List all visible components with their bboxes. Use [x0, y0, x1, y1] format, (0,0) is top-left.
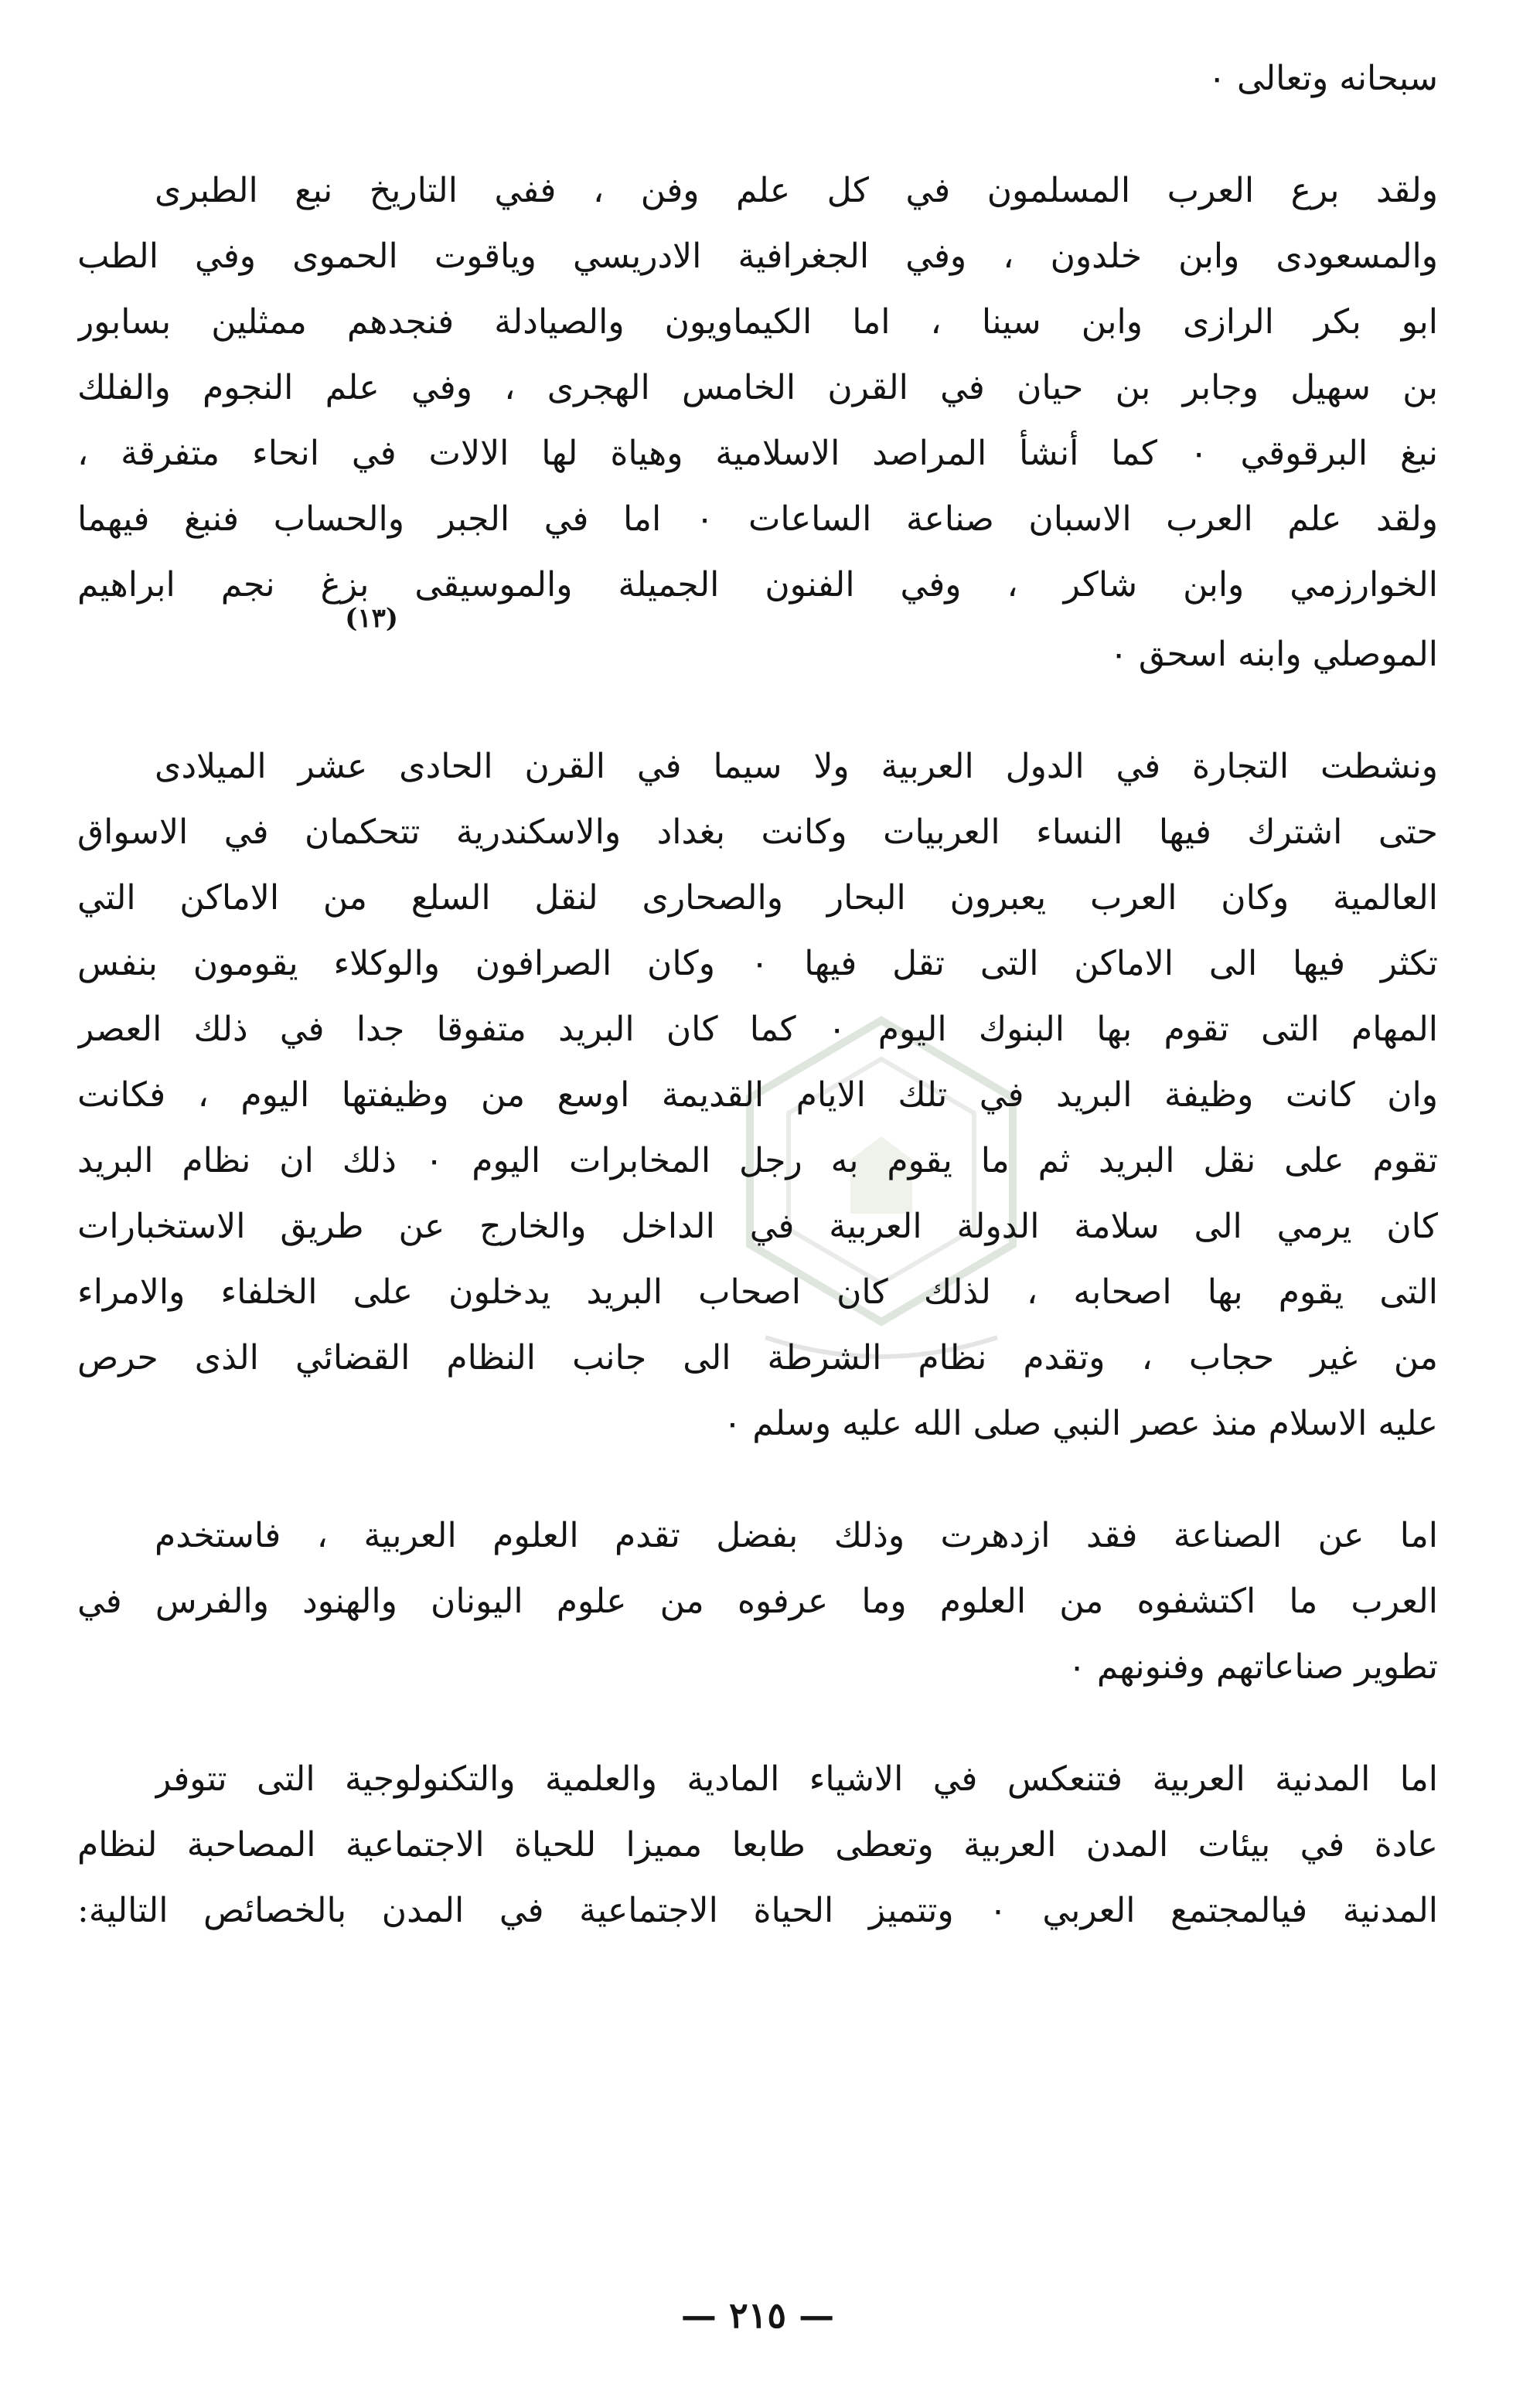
text-line: ولقد برع العرب المسلمون في كل علم وفن ، ففي التاريخ نبع الطبرى	[155, 171, 1438, 210]
text-line: الموصلي وابنه اسحق ٠	[1109, 635, 1438, 674]
text-line: من غير حجاب ، وتقدم نظام الشرطة الى جانب النظام القضائي الذى حرص	[77, 1338, 1438, 1378]
text-line: التى يقوم بها اصحابه ، لذلك كان اصحاب البريد يدخلون على الخلفاء والامراء	[77, 1272, 1438, 1312]
footnote-reference: (١٣)	[345, 603, 398, 634]
text-line: ولقد علم العرب الاسبان صناعة الساعات ٠ اما في الجبر والحساب فنبغ فيهما	[77, 499, 1438, 539]
text-line: حتى اشترك فيها النساء العربيات وكانت بغداد والاسكندرية تتحكمان في الاسواق	[77, 812, 1438, 852]
text-line: العالمية وكان العرب يعبرون البحار والصحارى لنقل السلع من الاماكن التي	[77, 878, 1438, 918]
text-line: والمسعودى وابن خلدون ، وفي الجغرافية الادريسي وياقوت الحموى وفي الطب	[77, 237, 1438, 276]
book-page	[77, 46, 1438, 2335]
text-line: سبحانه وتعالى ٠	[1208, 59, 1438, 98]
text-line: نبغ البرقوقي ٠ كما أنشأ المراصد الاسلامية وهياة لها الالات في انحاء متفرقة ،	[77, 434, 1438, 473]
text-line: الخوارزمي وابن شاكر ، وفي الفنون الجميلة والموسيقى بزغ نجم ابراهيم	[77, 565, 1438, 605]
text-line: بن سهيل وجابر بن حيان في القرن الخامس الهجرى ، وفي علم النجوم والفلك	[77, 368, 1438, 407]
text-line: المدنية فيالمجتمع العربي ٠ وتتميز الحياة الاجتماعية في المدن بالخصائص التالية:	[77, 1891, 1438, 1930]
text-line: عليه الاسلام منذ عصر النبي صلى الله عليه وسلم ٠	[723, 1404, 1438, 1443]
text-line: كان يرمي الى سلامة الدولة العربية في الداخل والخارج عن طريق الاستخبارات	[77, 1207, 1438, 1246]
text-line: تطوير صناعاتهم وفنونهم ٠	[1068, 1647, 1438, 1687]
text-line: اما المدنية العربية فتنعكس في الاشياء المادية والعلمية والتكنولوجية التى تتوفر	[155, 1759, 1438, 1799]
text-line: العرب ما اكتشفوه من العلوم وما عرفوه من علوم اليونان والهنود والفرس في	[77, 1582, 1438, 1621]
text-line: تكثر فيها الى الاماكن التى تقل فيها ٠ وكان الصرافون والوكلاء يقومون بنفس	[77, 944, 1438, 983]
text-line: ابو بكر الرازى وابن سينا ، اما الكيماويون والصيادلة فنجدهم ممثلين بسابور	[77, 302, 1438, 342]
text-line: وان كانت وظيفة البريد في تلك الايام القديمة اوسع من وظيفتها اليوم ، فكانت	[77, 1075, 1438, 1115]
text-line: ونشطت التجارة في الدول العربية ولا سيما في القرن الحادى عشر الميلادى	[155, 747, 1438, 786]
text-line: تقوم على نقل البريد ثم ما يقوم به رجل المخابرات اليوم ٠ ذلك ان نظام البريد	[77, 1141, 1438, 1180]
text-line: المهام التى تقوم بها البنوك اليوم ٠ كما كان البريد متفوقا جدا في ذلك العصر	[77, 1010, 1438, 1049]
page-number-value: ٢١٥	[728, 2294, 787, 2336]
text-line: اما عن الصناعة فقد ازدهرت وذلك بفضل تقدم العلوم العربية ، فاستخدم	[155, 1516, 1438, 1555]
page-number: — ٢١٥ —	[680, 2294, 835, 2336]
text-line: عادة في بيئات المدن العربية وتعطى طابعا مميزا للحياة الاجتماعية المصاحبة لنظام	[77, 1825, 1438, 1865]
